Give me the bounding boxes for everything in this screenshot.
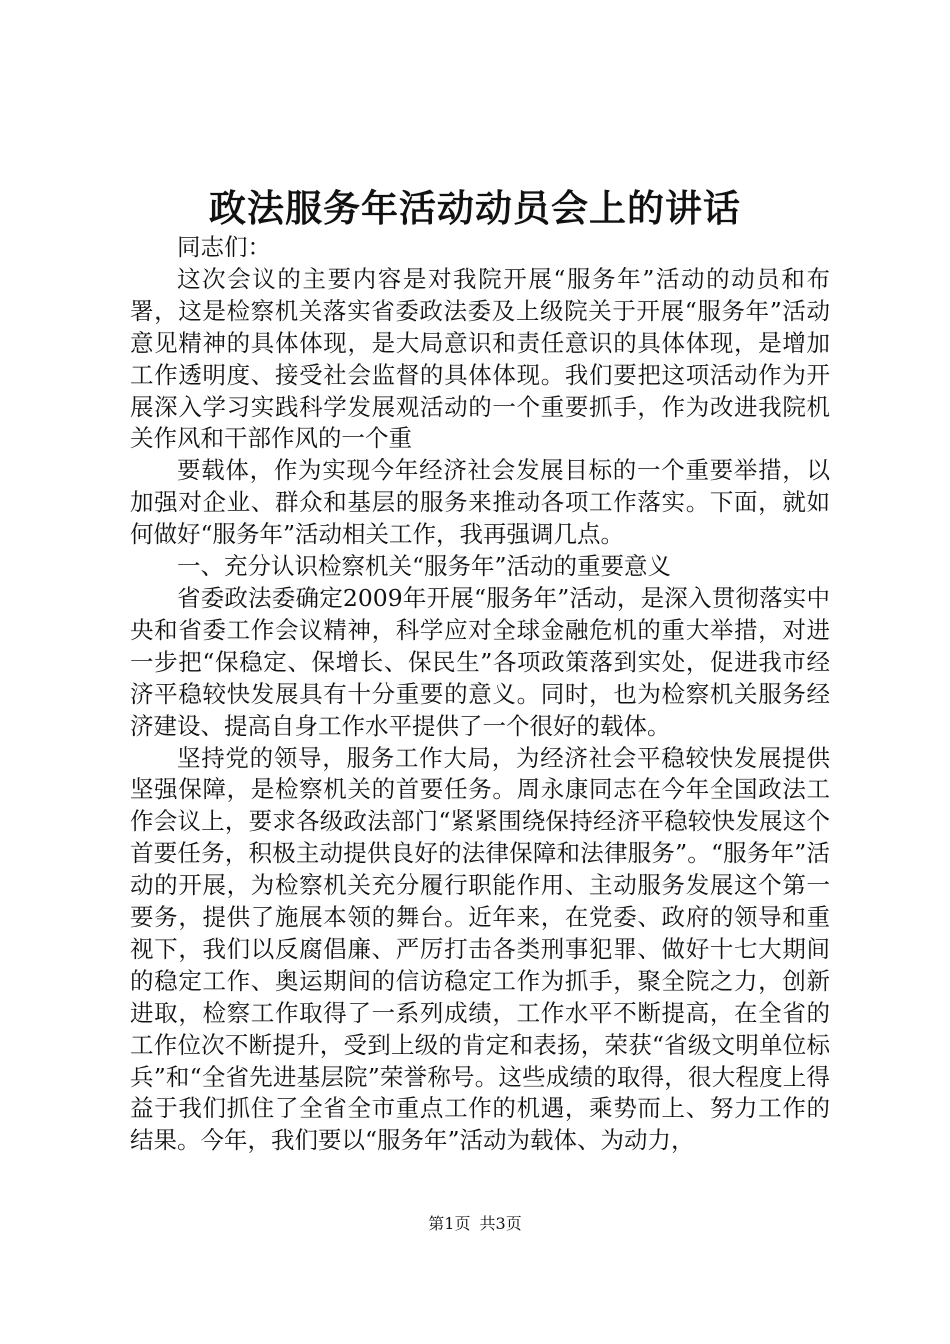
document-title: 政法服务年活动动员会上的讲话 bbox=[209, 186, 741, 230]
section-heading-1: 一、充分认识检察机关“服务年”活动的重要意义 bbox=[177, 552, 672, 581]
paragraph-4: 坚持党的领导，服务工作大局，为经济社会平稳较快发展提供坚强保障，是检察机关的首要任务。周永康同志在今年全国政法工作会议上，要求各级政法部门“紧紧围绕保持经济平稳较快发展这个首要任务，积极主动提供良好的法律保障和法律服务”。“服务年”活动的开展，为检察机关充分履行职能作用、主动服务发展这个第一要务，提供了施展本领的舞台。近年来，在党委、政府的领导和重视下，我们以反腐倡廉、严厉打击各类刑事犯罪、做好十七大期间的稳定工作、奥运期间的信访稳定工作为抓手，聚全院之力，创新进取，检察工作取得了一系列成绩，工作水平不断提高，在全省的工作位次不断提升，受到上级的肯定和表扬，荣获“省级文明单位标兵”和“全省先进基层院”荣誉称号。这些成绩的取得，很大程度上得益于我们抓住了全省全市重点工作的机遇，乘势而上、努力工作的结果。今年，我们要以“服务年”活动为载体、为动力， bbox=[130, 743, 830, 1155]
document-body bbox=[130, 232, 830, 1157]
salutation: 同志们： bbox=[177, 233, 271, 261]
paragraph-3: 省委政法委确定2009年开展“服务年”活动，是深入贯彻落实中央和省委工作会议精神，科学应对全球金融危机的重大举措，对进一步把“保稳定、保增长、保民生”各项政策落到实处，促进我市经济平稳较快发展具有十分重要的意义。同时，也为检察机关服务经济建设、提高自身工作水平提供了一个很好的载体。 bbox=[130, 583, 830, 740]
paragraph-2: 要载体，作为实现今年经济社会发展目标的一个重要举措，以加强对企业、群众和基层的服务来推动各项工作落实。下面，就如何做好“服务年”活动相关工作，我再强调几点。 bbox=[130, 456, 830, 549]
paragraph-1: 这次会议的主要内容是对我院开展“服务年”活动的动员和布署，这是检察机关落实省委政法委及上级院关于开展“服务年”活动意见精神的具体体现，是大局意识和责任意识的具体体现，是增加工作透明度、接受社会监督的具体体现。我们要把这项活动作为开展深入学习实践科学发展观活动的一个重要抓手，作为改进我院机关作风和干部作风的一个重 bbox=[130, 264, 830, 453]
page-footer: 第1页 共3页 bbox=[428, 1214, 522, 1233]
